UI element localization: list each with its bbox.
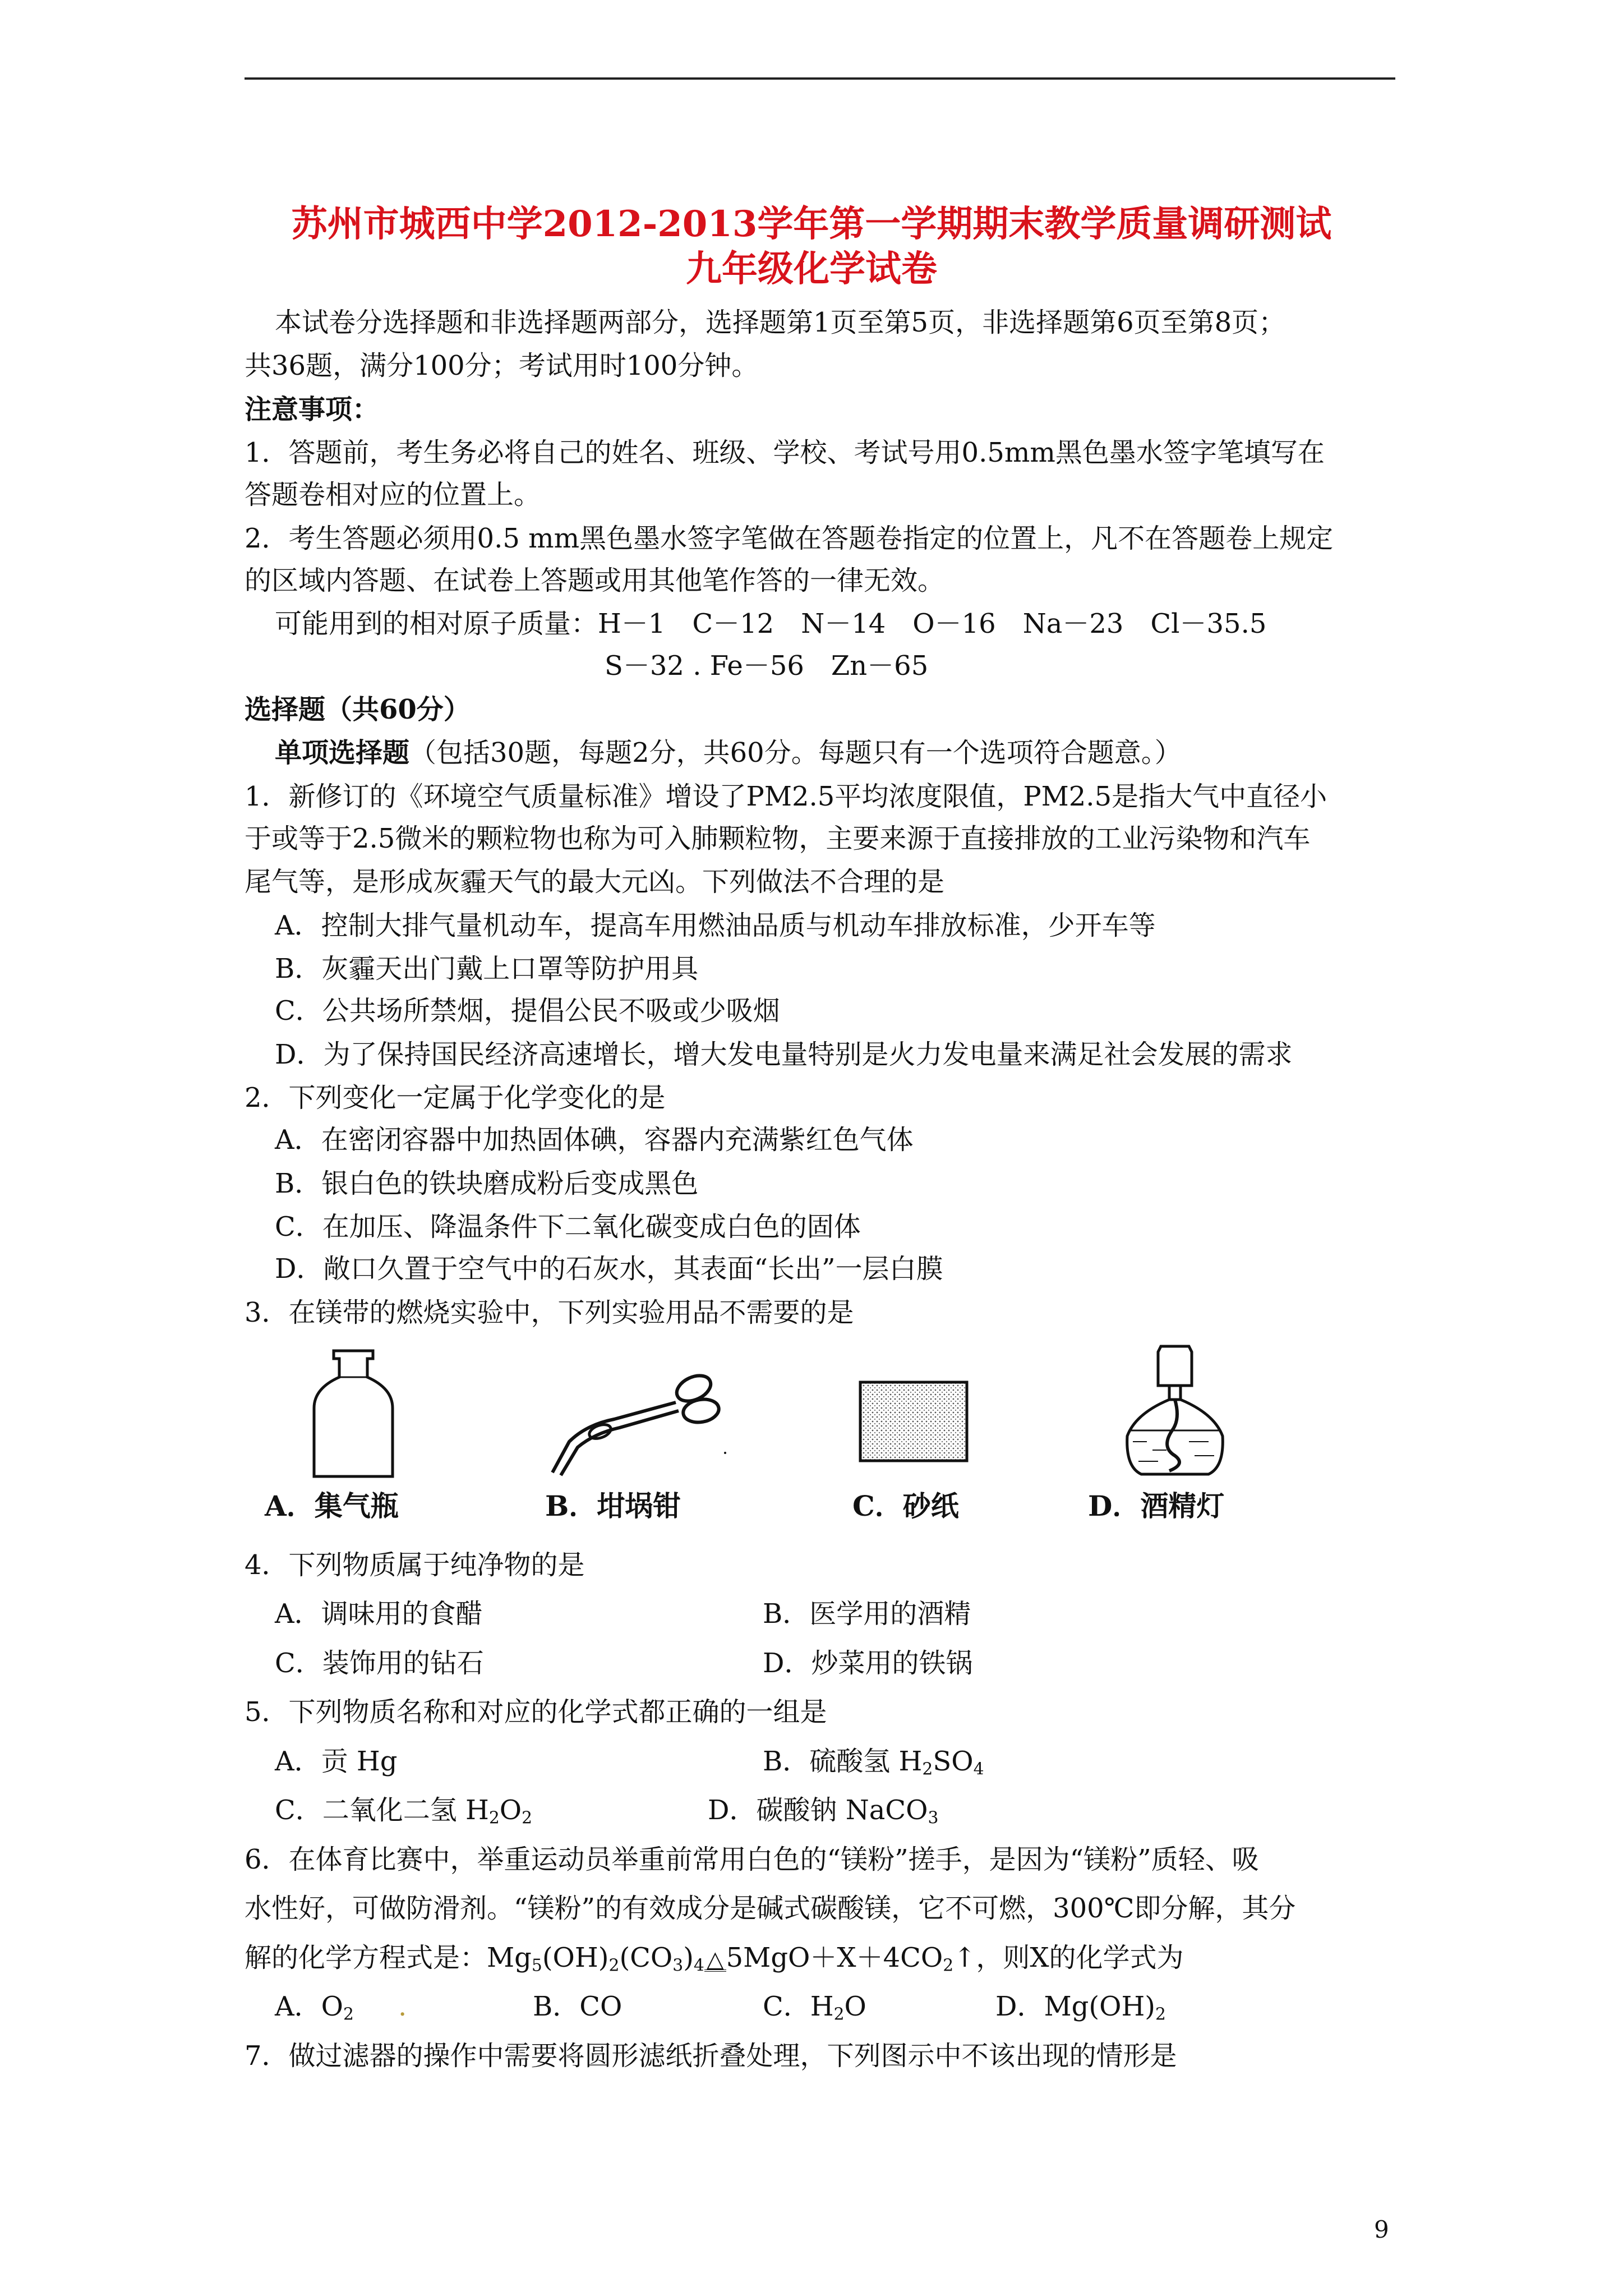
notice-item: 的区域内答题、在试卷上答题或用其他笔作答的一律无效。 — [245, 565, 945, 596]
section-heading: 选择题（共60分） — [245, 694, 471, 725]
intro-line: 共36题，满分100分；考试用时100分钟。 — [245, 350, 759, 381]
option: D．碳酸钠 NaCO$_3$ — [708, 1795, 939, 1828]
section-instructions: 单项选择题（包括30题，每题2分，共60分。每题只有一个选项符合题意。） — [275, 737, 1182, 769]
paper-title: 苏州市城西中学2012-2013学年第一学期期末教学质量调研测试 — [291, 203, 1332, 245]
option: C．装饰用的钻石 — [275, 1648, 484, 1679]
option: B．灰霾天出门戴上口罩等防护用具 — [275, 953, 699, 984]
gas-bottle-figure — [308, 1346, 398, 1481]
question-stem: 1．新修订的《环境空气质量标准》增设了PM2.5平均浓度限值，PM2.5是指大气中直径小 — [245, 781, 1327, 812]
option: A．$O_2$ — [275, 1991, 354, 2024]
notice-heading: 注意事项： — [245, 394, 380, 425]
chemical-equation: 解的化学方程式是：$Mg_5(OH)_2(CO_3)_4$ $\triangle 5MgO+X+4CO_2↑$，则X的化学式为 — [245, 1942, 1184, 1976]
figure-label: A．集气瓶 — [265, 1489, 399, 1522]
page-number: 9 — [1374, 2216, 1389, 2243]
option: B．硫酸氢 $H_2SO_4$ — [763, 1746, 984, 1779]
option: C．二氧化二氢 $H_2O_2$ — [275, 1795, 533, 1828]
sandpaper-figure — [858, 1380, 970, 1464]
option: B．CO — [533, 1991, 623, 2022]
question-stem: 5．下列物质名称和对应的化学式都正确的一组是 — [245, 1696, 827, 1728]
question-stem: 水性好，可做防滑剂。“镁粉”的有效成分是碱式碳酸镁，它不可燃，300℃即分解，其分 — [245, 1893, 1296, 1924]
atomic-masses: S－32 . Fe－56 Zn－65 — [605, 650, 929, 682]
crucible-tongs-figure — [547, 1358, 732, 1481]
question-stem: 于或等于2.5微米的颗粒物也称为可入肺颗粒物，主要来源于直接排放的工业污染物和汽车 — [245, 823, 1311, 854]
option: A．在密闭容器中加热固体碘，容器内充满紫红色气体 — [275, 1124, 914, 1156]
figure-label: D．酒精灯 — [1088, 1489, 1225, 1522]
option: A．贡 Hg — [275, 1746, 398, 1777]
stray-dot: . — [398, 1991, 407, 2022]
option: C．$H_2O$ — [763, 1991, 866, 2024]
option: B．医学用的酒精 — [763, 1598, 971, 1630]
figure-label: B．坩埚钳 — [545, 1489, 681, 1522]
figure-label: C．砂纸 — [852, 1489, 959, 1522]
option: D．敞口久置于空气中的石灰水，其表面“长出”一层白膜 — [275, 1253, 943, 1285]
option: D．$Mg(OH)_2$ — [995, 1991, 1166, 2024]
notice-item: 1．答题前，考生务必将自己的姓名、班级、学校、考试号用0.5mm黑色墨水签字笔填写在 — [245, 437, 1325, 468]
alcohol-lamp-figure — [1119, 1341, 1231, 1481]
heat-symbol: △ — [704, 1949, 726, 1972]
option: C．在加压、降温条件下二氧化碳变成白色的固体 — [275, 1211, 861, 1243]
option: A．调味用的食醋 — [275, 1598, 483, 1630]
question-stem: 3．在镁带的燃烧实验中，下列实验用品不需要的是 — [245, 1297, 854, 1328]
option: C．公共场所禁烟，提倡公民不吸或少吸烟 — [275, 995, 780, 1027]
notice-item: 答题卷相对应的位置上。 — [245, 479, 541, 510]
option: D．为了保持国民经济高速增长，增大发电量特别是火力发电量来满足社会发展的需求 — [275, 1039, 1293, 1070]
option: A．控制大排气量机动车，提高车用燃油品质与机动车排放标准，少开车等 — [275, 910, 1156, 941]
question-stem: 6．在体育比赛中，举重运动员举重前常用白色的“镁粉”搓手，是因为“镁粉”质轻、吸 — [245, 1844, 1259, 1875]
header-rule — [245, 77, 1395, 80]
question-stem: 7．做过滤器的操作中需要将圆形滤纸折叠处理，下列图示中不该出现的情形是 — [245, 2040, 1177, 2072]
paper-subtitle: 九年级化学试卷 — [686, 248, 937, 290]
notice-item: 2．考生答题必须用0.5 mm黑色墨水签字笔做在答题卷指定的位置上，凡不在答题卷上规定 — [245, 523, 1334, 554]
question-stem: 4．下列物质属于纯净物的是 — [245, 1549, 585, 1581]
question-stem: 2．下列变化一定属于化学变化的是 — [245, 1082, 666, 1114]
intro-line: 本试卷分选择题和非选择题两部分，选择题第1页至第5页，非选择题第6页至第8页； — [275, 307, 1286, 338]
question-stem: 尾气等，是形成灰霾天气的最大元凶。下列做法不合理的是 — [245, 866, 945, 898]
atomic-masses: 可能用到的相对原子质量：H－1 C－12 N－14 O－16 Na－23 Cl－35.5 — [275, 608, 1267, 639]
option: B．银白色的铁块磨成粉后变成黑色 — [275, 1168, 699, 1199]
option: D．炒菜用的铁锅 — [763, 1648, 973, 1679]
